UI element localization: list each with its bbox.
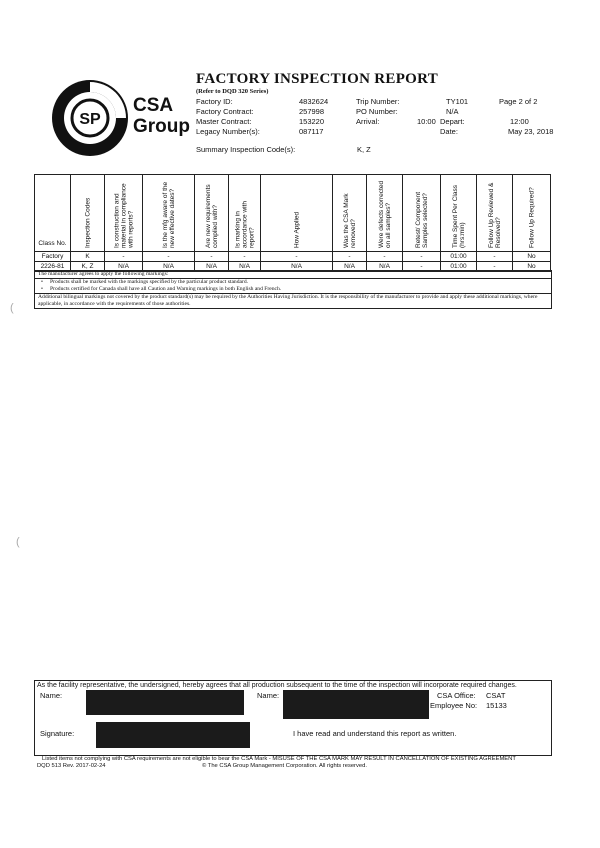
cell: - bbox=[105, 252, 143, 262]
date-label: Date: bbox=[440, 127, 458, 136]
rep-name-label: Name: bbox=[40, 691, 63, 700]
cell: 2226-81 bbox=[35, 262, 71, 272]
cell: N/A bbox=[261, 262, 333, 272]
summary-code-value: K, Z bbox=[357, 145, 371, 154]
col-header-class-no: Class No. bbox=[35, 175, 71, 252]
csa-name-label: Name: bbox=[257, 691, 280, 700]
cell: N/A bbox=[105, 262, 143, 272]
csa-logo bbox=[50, 78, 130, 158]
markings-bullets bbox=[35, 278, 551, 293]
agreement-text: As the facility representative, the undersigned, hereby agrees that all production subsequent to the time of the inspection will incorporate required changes. bbox=[37, 682, 517, 689]
po-number-label: PO Number: bbox=[356, 107, 398, 116]
redacted-csa-name bbox=[283, 690, 429, 719]
factory-contract-value: 257998 bbox=[299, 107, 325, 116]
read-statement: I have read and understand this report as written. bbox=[293, 729, 457, 738]
legacy-number-label: Legacy Number(s): bbox=[196, 127, 260, 136]
employee-no-label: Employee No: bbox=[430, 701, 478, 710]
master-contract-value: 153220 bbox=[299, 117, 325, 126]
trip-number-value: TY101 bbox=[446, 97, 469, 106]
cell: - bbox=[195, 252, 229, 262]
cell: - bbox=[403, 252, 441, 262]
cell: No bbox=[513, 262, 551, 272]
cell: - bbox=[477, 262, 513, 272]
footer-copyright: © The CSA Group Management Corporation. All rights reserved. bbox=[202, 763, 367, 769]
factory-id-value: 4832624 bbox=[299, 97, 329, 106]
scan-artifact: ( bbox=[16, 536, 20, 548]
cell: K bbox=[71, 252, 105, 262]
table-row bbox=[35, 252, 551, 262]
cell: - bbox=[477, 252, 513, 262]
footer-doc-id: DQD 513 Rev. 2017-02-24 bbox=[37, 763, 106, 769]
factory-id-label: Factory ID: bbox=[196, 97, 233, 106]
col-header-inspection-codes: Inspection Codes bbox=[71, 175, 105, 252]
col-header-effective-dates: Is the mfg aware of the new effective dates? bbox=[143, 175, 195, 252]
report-title: FACTORY INSPECTION REPORT bbox=[196, 71, 439, 87]
master-contract-label: Master Contract: bbox=[196, 117, 252, 126]
list-item: • Products certified for Canada shall have all Caution and Warning markings in both English and French. bbox=[41, 286, 282, 292]
redacted-rep-name bbox=[86, 690, 244, 715]
factory-contract-label: Factory Contract: bbox=[196, 107, 254, 116]
report-subtitle: (Refer to DQD 320 Series) bbox=[196, 88, 269, 95]
cell: N/A bbox=[143, 262, 195, 272]
cell: N/A bbox=[195, 262, 229, 272]
logo-line-2: Group bbox=[133, 116, 190, 137]
cell: - bbox=[367, 252, 403, 262]
inspection-table bbox=[34, 174, 551, 272]
employee-no-value: 15133 bbox=[486, 701, 507, 710]
col-header-time-spent: Time Spent Per Class (hrs:min) bbox=[441, 175, 477, 252]
col-header-defects-corrected: Were defects corrected on all samples? bbox=[367, 175, 403, 252]
logo-wordmark bbox=[133, 95, 190, 137]
csa-office-value: CSAT bbox=[486, 691, 506, 700]
cell: - bbox=[143, 252, 195, 262]
logo-emblem-text: SP bbox=[79, 111, 101, 128]
cell: N/A bbox=[333, 262, 367, 272]
list-item: • Products shall be marked with the markings specified by the particular product standard. bbox=[41, 279, 249, 285]
cell: N/A bbox=[229, 262, 261, 272]
col-header-follow-up-reviewed: Follow Up Reviewed & Resolved? bbox=[477, 175, 513, 252]
logo-line-1: CSA bbox=[133, 95, 174, 116]
cell: 01:00 bbox=[441, 262, 477, 272]
cell: No bbox=[513, 252, 551, 262]
cell: - bbox=[403, 262, 441, 272]
table-header-row bbox=[35, 175, 551, 252]
markings-intro: The manufacturer agrees to apply the following markings: bbox=[35, 270, 551, 278]
arrival-label: Arrival: bbox=[356, 117, 380, 126]
col-header-construction: Is construction and material in compliance with reports? bbox=[105, 175, 143, 252]
legacy-number-value: 087117 bbox=[299, 127, 324, 136]
csa-office-label: CSA Office: bbox=[437, 691, 476, 700]
markings-notes bbox=[34, 270, 552, 309]
col-header-mark-removed: Was the CSA Mark removed? bbox=[333, 175, 367, 252]
scan-artifact: ( bbox=[10, 302, 14, 314]
date-value: May 23, 2018 bbox=[508, 127, 554, 136]
cell: - bbox=[261, 252, 333, 262]
redacted-signature bbox=[96, 722, 250, 748]
col-header-retest: Retest/ Component Samples selected? bbox=[403, 175, 441, 252]
summary-code-label: Summary Inspection Code(s): bbox=[196, 145, 296, 154]
cell: 01:00 bbox=[441, 252, 477, 262]
page-indicator: Page 2 of 2 bbox=[499, 97, 538, 106]
footer-disclaimer: Listed items not complying with CSA requirements are not eligible to bear the CSA Mark - MISUSE OF THE CSA MARK MAY RESULT IN CANCELLATION OF EXISTING AGREEMENT bbox=[42, 756, 516, 762]
signature-label: Signature: bbox=[40, 729, 75, 738]
additional-markings-note: Additional bilingual markings not covered by the product standard(s) may be required by the Authorities Having Jurisdiction. It is the responsibility of the manufacturer to provide and apply these additional markings, where applicable, in accordance with the requirements of those authorities. bbox=[35, 293, 551, 308]
cell: - bbox=[229, 252, 261, 262]
depart-label: Depart: bbox=[440, 117, 465, 126]
trip-number-label: Trip Number: bbox=[356, 97, 400, 106]
cell: N/A bbox=[367, 262, 403, 272]
col-header-follow-up-required: Follow Up Required? bbox=[513, 175, 551, 252]
col-header-marking: Is marking in accordance with report? bbox=[229, 175, 261, 252]
cell: Factory bbox=[35, 252, 71, 262]
cell: - bbox=[333, 252, 367, 262]
cell: K, Z bbox=[71, 262, 105, 272]
col-header-how-applied: How Applied bbox=[261, 175, 333, 252]
col-header-new-requirements: Are new requirements complied with? bbox=[195, 175, 229, 252]
arrival-value: 10:00 bbox=[417, 117, 436, 126]
po-number-value: N/A bbox=[446, 107, 459, 116]
depart-value: 12:00 bbox=[510, 117, 529, 126]
